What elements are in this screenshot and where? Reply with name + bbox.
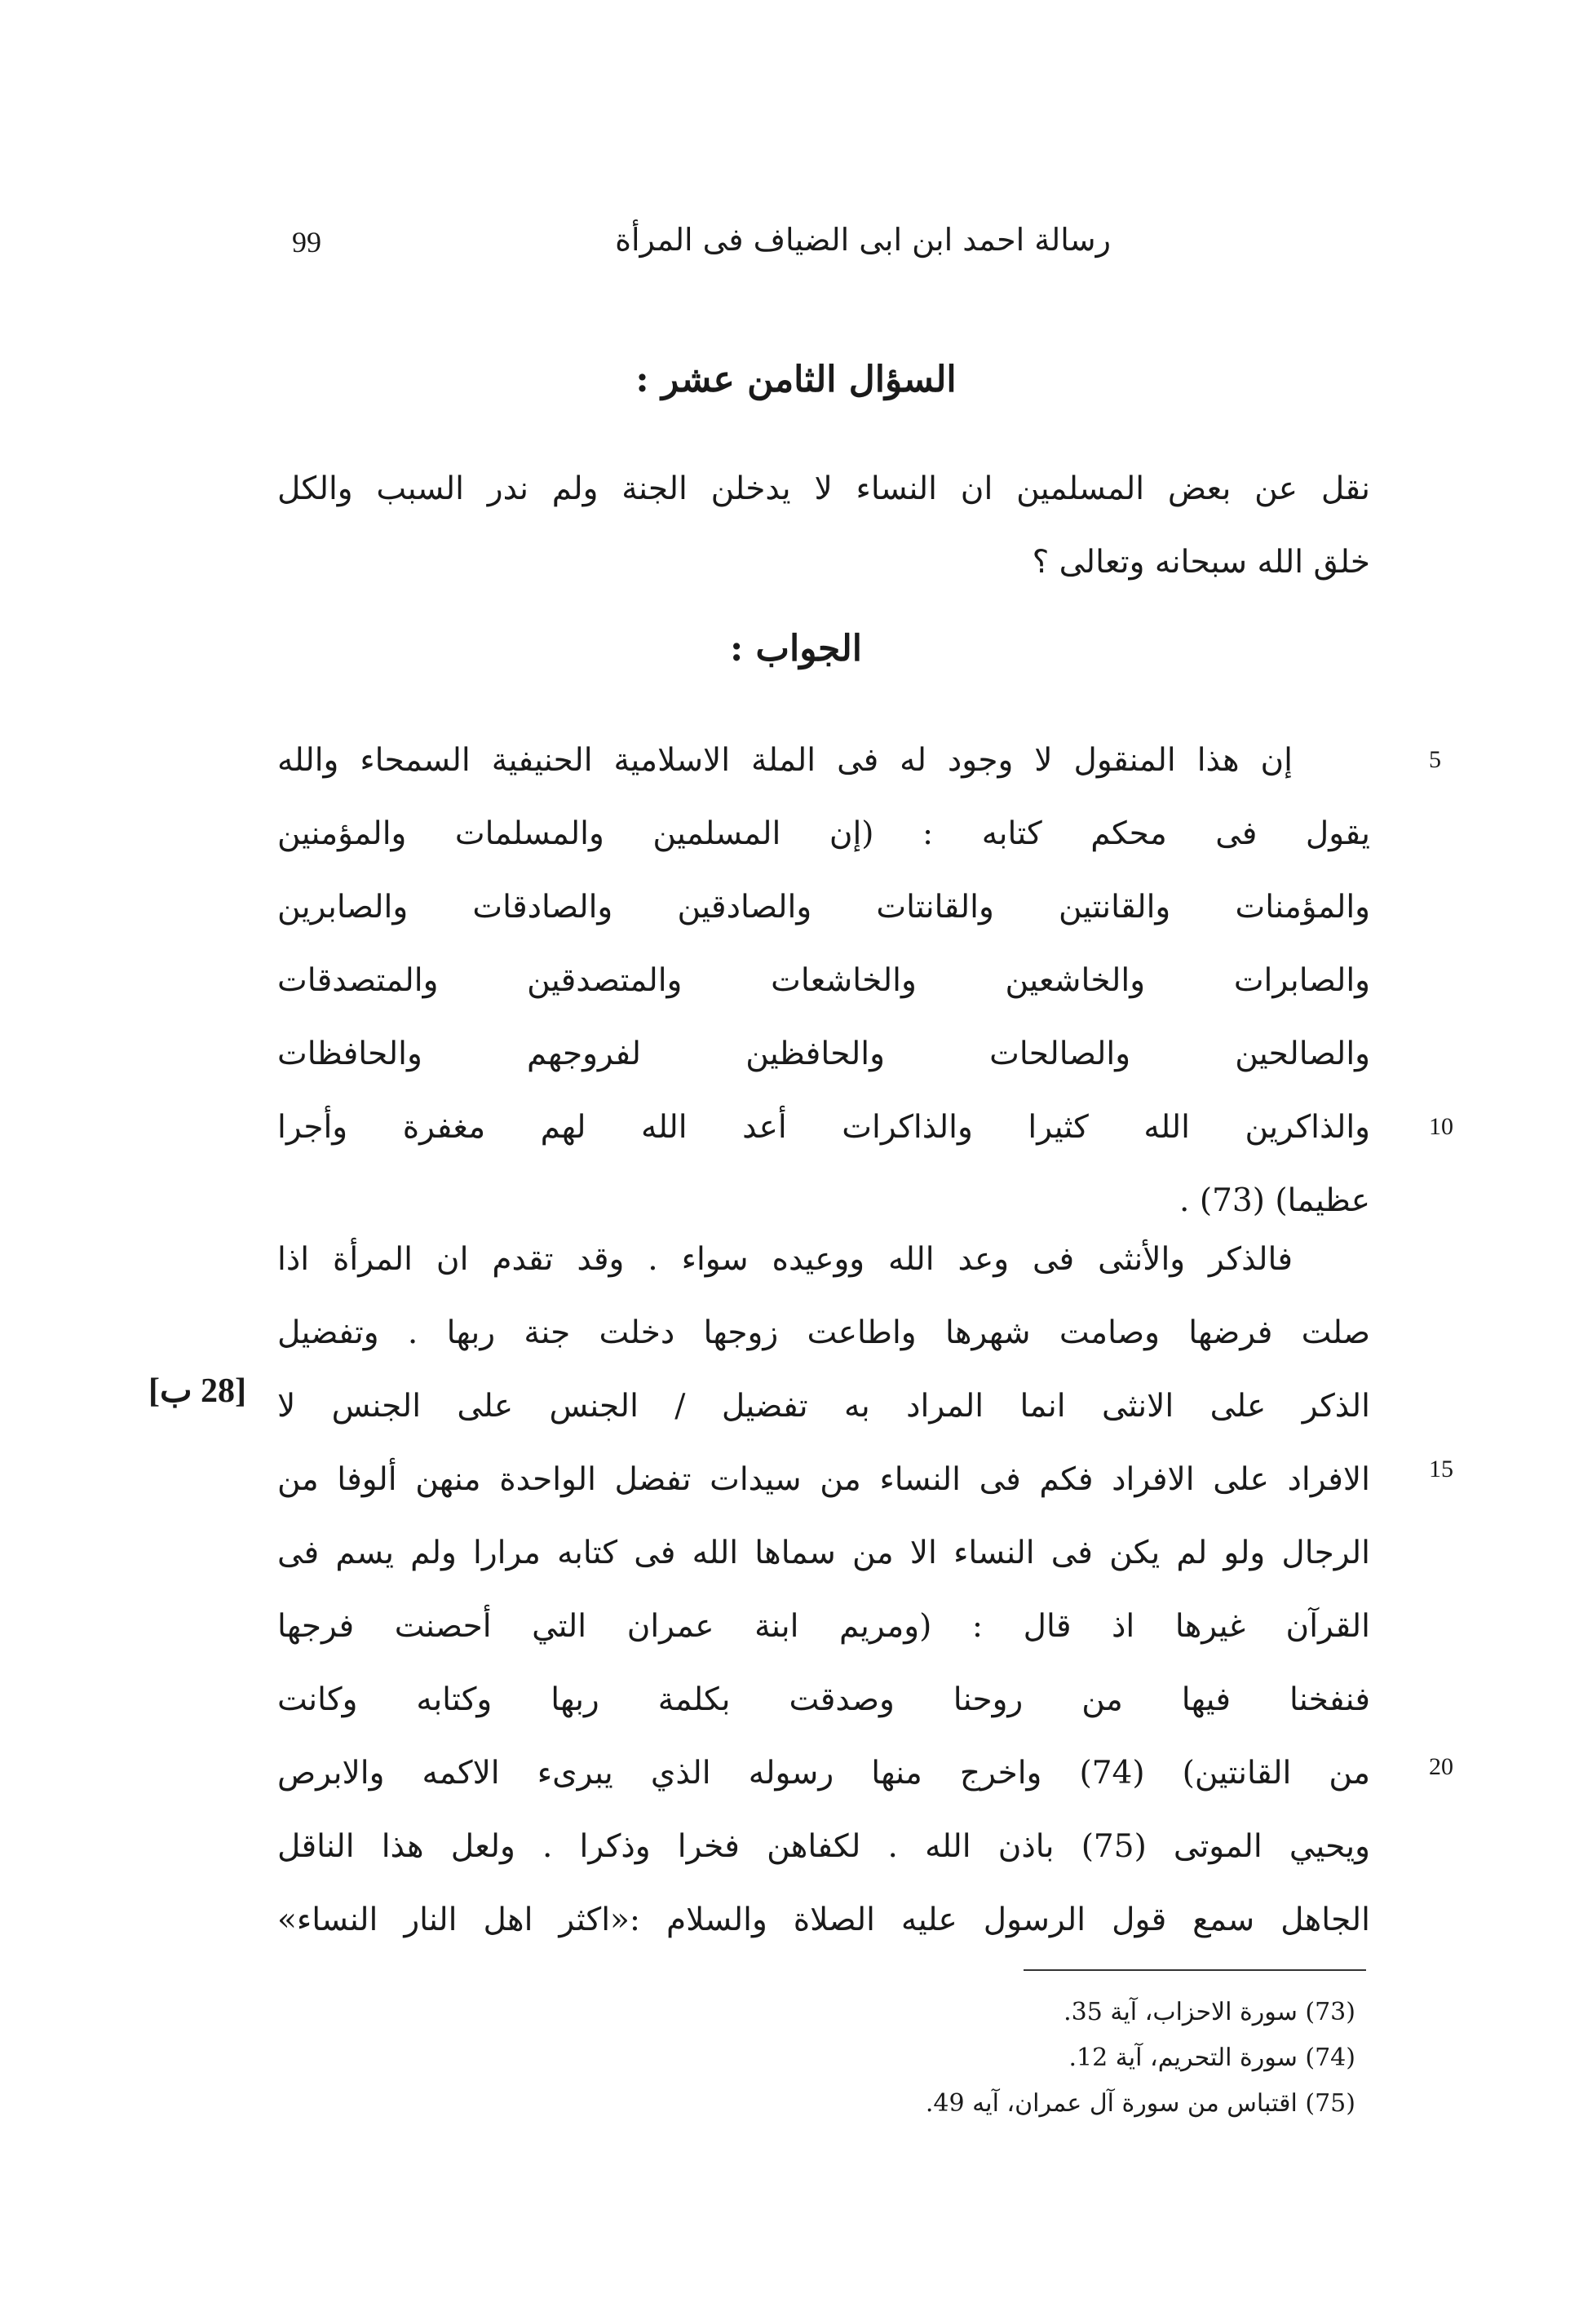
text-line: إن هذا المنقول لا وجود له فى الملة الاسلامية الحنيفية السمحاء والله <box>277 742 1293 779</box>
answer-paragraph-2 <box>277 1223 1370 1957</box>
text-line: فنفخنا فيها من روحنا وصدقت بكلمة ربها وكتابه وكانت <box>277 1681 1370 1718</box>
question-text <box>277 453 1370 599</box>
text-line: نقل عن بعض المسلمين ان النساء لا يدخلن الجنة ولم ندر السبب والكل <box>277 471 1370 507</box>
line-number-10: 10 <box>1429 1113 1453 1140</box>
line-number-5: 5 <box>1429 746 1441 773</box>
text-line: الجاهل سمع قول الرسول عليه الصلاة والسلام :«اكثر اهل النار النساء» <box>277 1902 1370 1938</box>
text-line: عظيما) (73) . <box>1179 1182 1370 1219</box>
footnote: (75) اقتباس من سورة آل عمران، آيه 49. <box>925 2089 1355 2118</box>
text-line: والذاكرين الله كثيرا والذاكرات أعد الله لهم مغفرة وأجرا <box>277 1109 1370 1146</box>
text-line: صلت فرضها وصامت شهرها واطاعت زوجها دخلت جنة ربها . وتفضيل <box>277 1314 1370 1351</box>
question-heading: السؤال الثامن عشر : <box>635 359 957 400</box>
text-line: الذكر على الانثى انما المراد به تفضيل / الجنس على الجنس لا <box>277 1388 1370 1425</box>
footnote: (73) سورة الاحزاب، آية 35. <box>1064 1998 1355 2026</box>
text-line: يقول فى محكم كتابه : (إن المسلمين والمسلمات والمؤمنين <box>277 815 1370 852</box>
folio-reference: [28 ب] <box>148 1372 247 1410</box>
line-number-20: 20 <box>1429 1753 1453 1780</box>
page-number: 99 <box>292 226 321 258</box>
text-line: فالذكر والأنثى فى وعد الله ووعيده سواء . وقد تقدم ان المرأة اذا <box>277 1241 1293 1278</box>
answer-heading: الجواب : <box>730 628 862 669</box>
text-line: الرجال ولو لم يكن فى النساء الا من سماها الله فى كتابه مرارا ولم يسم فى <box>277 1535 1370 1571</box>
line-number-15: 15 <box>1429 1456 1453 1482</box>
text-line: خلق الله سبحانه وتعالى ؟ <box>1032 544 1370 581</box>
footnotes <box>926 1990 1355 2127</box>
text-line: الافراد على الافراد فكم فى النساء من سيدات تفضل الواحدة منهن ألوفا من <box>277 1461 1370 1498</box>
text-line: والصابرات والخاشعين والخاشعات والمتصدقين والمتصدقات <box>277 962 1370 999</box>
text-line: والصالحين والصالحات والحافظين لفروجهم والحافظات <box>277 1036 1370 1072</box>
footnote-rule <box>1024 1969 1366 1971</box>
running-header: رسالة احمد ابن ابى الضياف فى المرأة <box>615 222 1111 258</box>
text-line: والمؤمنات والقانتين والقانتات والصادقين والصادقات والصابرين <box>277 889 1370 926</box>
text-line: القرآن غيرها اذ قال : (ومريم ابنة عمران التي أحصنت فرجها <box>277 1608 1370 1645</box>
text-line: ويحيي الموتى (75) باذن الله . لكفاهن فخرا وذكرا . ولعل هذا الناقل <box>277 1828 1370 1865</box>
text-line: من القانتين) (74) واخرج منها رسوله الذي يبرىء الاكمه والابرص <box>277 1755 1370 1792</box>
answer-paragraph-1 <box>277 724 1370 1238</box>
footnote: (74) سورة التحريم، آية 12. <box>1068 2043 1355 2072</box>
